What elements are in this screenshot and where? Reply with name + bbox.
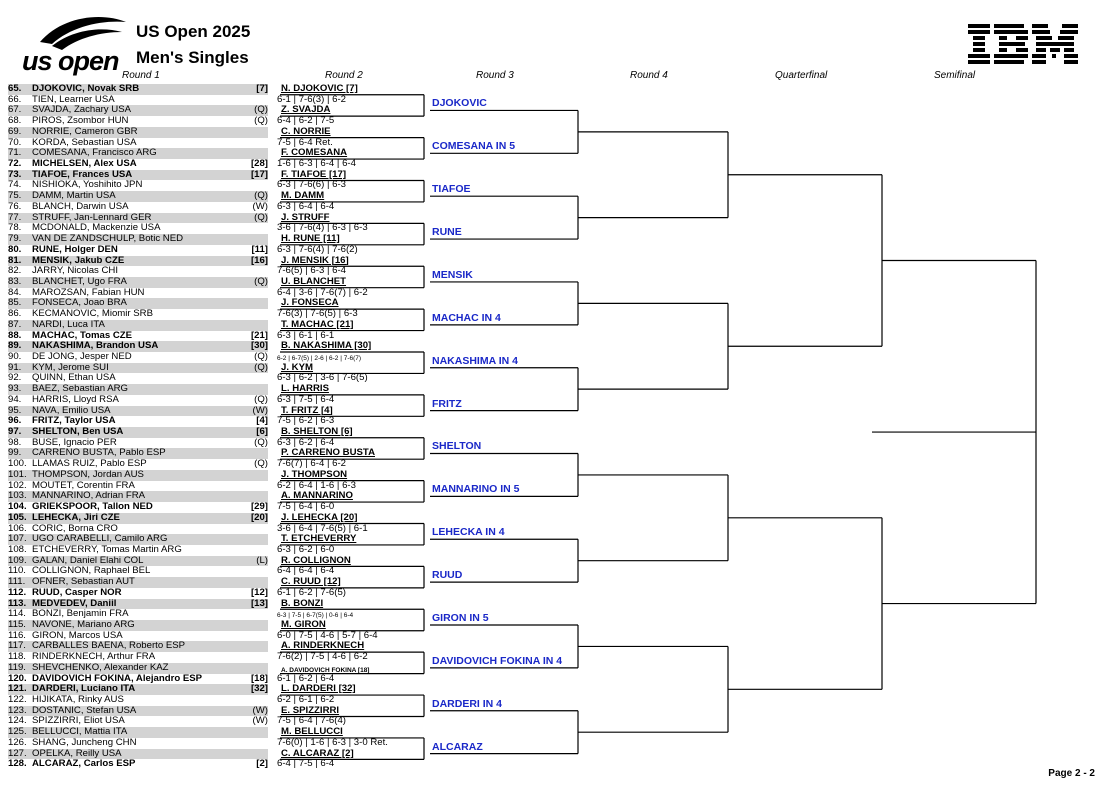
draw-number: 79. bbox=[8, 233, 22, 245]
player-name: KECMANOVIC, Miomir SRB bbox=[32, 308, 153, 320]
round3-winner: LEHECKA IN 4 bbox=[432, 526, 505, 539]
round2-winner: J. STRUFF bbox=[281, 211, 330, 223]
player-seed: [30] bbox=[250, 340, 268, 352]
player-name: MCDONALD, Mackenzie USA bbox=[32, 222, 161, 234]
round2-winner: B. NAKASHIMA [30] bbox=[281, 340, 372, 352]
draw-number: 121. bbox=[8, 683, 27, 695]
player-seed: [7] bbox=[256, 83, 268, 94]
draw-number: 103. bbox=[8, 490, 27, 502]
round2-score: 6-3 | 6-2 | 6-4 bbox=[277, 436, 335, 448]
round2-winner: L. HARRIS bbox=[281, 383, 329, 395]
draw-number: 72. bbox=[8, 158, 22, 170]
player-seed: (W) bbox=[252, 704, 268, 716]
player-name: NAKASHIMA, Brandon USA bbox=[32, 340, 159, 352]
player-name: MANNARINO, Adrian FRA bbox=[32, 490, 146, 502]
player-name: DE JONG, Jesper NED bbox=[32, 351, 132, 362]
draw-number: 105. bbox=[8, 511, 27, 523]
player-seed: [4] bbox=[256, 415, 268, 427]
round3-winner: DARDERI IN 4 bbox=[432, 697, 503, 710]
player-seed: (Q) bbox=[254, 458, 268, 470]
round2-winner: T. ETCHEVERRY bbox=[281, 533, 357, 545]
table-row bbox=[0, 759, 425, 770]
player-name: NARDI, Luca ITA bbox=[32, 318, 105, 330]
round-header-3: Round 3 bbox=[476, 70, 514, 81]
round2-score: 6-3 | 7-6(4) | 7-6(2) bbox=[277, 243, 358, 255]
draw-number: 87. bbox=[8, 318, 22, 330]
round2-score: 6-4 | 3-6 | 7-6(7) | 6-2 bbox=[277, 286, 368, 298]
player-seed: [17] bbox=[250, 168, 268, 180]
player-name: MICHELSEN, Alex USA bbox=[32, 158, 137, 170]
table-row bbox=[0, 395, 425, 406]
player-name: RUUD, Casper NOR bbox=[32, 586, 122, 598]
draw-number: 107. bbox=[8, 533, 27, 545]
player-name: MACHAC, Tomas CZE bbox=[32, 329, 133, 341]
player-name: KORDA, Sebastian USA bbox=[32, 136, 137, 148]
round2-score: 7-6(2) | 7-5 | 4-6 | 6-2 bbox=[277, 651, 368, 663]
draw-number: 69. bbox=[8, 125, 22, 137]
table-row bbox=[0, 127, 425, 138]
draw-number: 124. bbox=[8, 715, 27, 727]
round2-score: 3-6 | 6-4 | 7-6(5) | 6-1 bbox=[277, 522, 368, 534]
round2-score: 7-6(3) | 7-6(5) | 6-3 bbox=[277, 308, 358, 320]
player-name: GALAN, Daniel Elahi COL bbox=[32, 554, 144, 566]
player-name: OPELKA, Reilly USA bbox=[32, 747, 122, 759]
player-name: COLLIGNON, Raphael BEL bbox=[32, 565, 151, 577]
player-name: BELLUCCI, Mattia ITA bbox=[32, 726, 128, 738]
round2-winner: E. SPIZZIRRI bbox=[281, 704, 340, 716]
round3-winner: ALCARAZ bbox=[432, 740, 483, 753]
round3-winner: COMESANA IN 5 bbox=[432, 140, 516, 153]
player-name: DOSTANIC, Stefan USA bbox=[32, 704, 137, 716]
player-seed: (W) bbox=[252, 200, 268, 212]
player-name: SHELTON, Ben USA bbox=[32, 426, 124, 438]
player-name: NORRIE, Cameron GBR bbox=[32, 125, 138, 137]
draw-number: 84. bbox=[8, 286, 22, 298]
player-name: STRUFF, Jan-Lennard GER bbox=[32, 211, 152, 223]
round2-winner: B. BONZI bbox=[281, 597, 324, 609]
round2-score: 6-4 | 6-2 | 7-5 bbox=[277, 115, 335, 127]
draw-number: 76. bbox=[8, 200, 22, 212]
draw-number: 98. bbox=[8, 436, 22, 448]
round2-score: 7-6(0) | 1-6 | 6-3 | 3-0 Ret. bbox=[277, 736, 388, 748]
table-row bbox=[0, 470, 425, 481]
player-name: THOMPSON, Jordan AUS bbox=[32, 468, 144, 480]
round2-score: 6-3 | 6-2 | 6-0 bbox=[277, 543, 335, 555]
draw-number: 101. bbox=[8, 468, 27, 480]
draw-number: 108. bbox=[8, 543, 27, 555]
player-name: BONZI, Benjamin FRA bbox=[32, 608, 129, 620]
draw-number: 85. bbox=[8, 297, 22, 309]
round2-score: 3-6 | 7-6(4) | 6-3 | 6-3 bbox=[277, 222, 368, 234]
draw-number: 127. bbox=[8, 747, 27, 759]
round2-score: 7-5 | 6-4 Ret. bbox=[277, 136, 333, 148]
player-name: OFNER, Sebastian AUT bbox=[32, 576, 135, 588]
player-name: DAMM, Martin USA bbox=[32, 190, 116, 202]
round2-winner: J. THOMPSON bbox=[281, 468, 348, 480]
draw-number: 82. bbox=[8, 265, 22, 277]
round3-winner: SHELTON bbox=[432, 440, 482, 453]
draw-number: 94. bbox=[8, 393, 22, 405]
draw-number: 99. bbox=[8, 447, 22, 459]
player-name: RUNE, Holger DEN bbox=[32, 243, 118, 255]
round2-winner: M. BELLUCCI bbox=[281, 726, 343, 738]
round2-score: 7-6(7) | 6-4 | 6-2 bbox=[277, 458, 346, 470]
round2-winner: U. BLANCHET bbox=[281, 275, 347, 287]
draw-number: 89. bbox=[8, 340, 22, 352]
draw-number: 73. bbox=[8, 168, 22, 180]
draw-number: 75. bbox=[8, 190, 22, 202]
draw-number: 128. bbox=[8, 758, 27, 770]
table-row bbox=[0, 245, 425, 256]
draw-number: 104. bbox=[8, 501, 27, 513]
draw-number: 92. bbox=[8, 372, 22, 384]
draw-number: 81. bbox=[8, 254, 22, 266]
round2-winner: T. MACHAC [21] bbox=[281, 318, 354, 330]
player-name: BLANCHET, Ugo FRA bbox=[32, 275, 127, 287]
player-seed: (Q) bbox=[254, 361, 268, 373]
round2-winner: C. RUUD [12] bbox=[281, 576, 341, 588]
player-name: GIRON, Marcos USA bbox=[32, 629, 123, 641]
draw-number: 113. bbox=[8, 597, 27, 609]
draw-number: 65. bbox=[8, 83, 22, 94]
draw-number: 120. bbox=[8, 672, 27, 684]
round2-score: 6-2 | 6-1 | 6-2 bbox=[277, 694, 335, 706]
player-seed: (Q) bbox=[254, 351, 268, 362]
player-seed: [20] bbox=[250, 511, 268, 523]
player-name: ALCARAZ, Carlos ESP bbox=[32, 758, 136, 770]
draw-number: 93. bbox=[8, 383, 22, 395]
round2-score: 1-6 | 6-3 | 6-4 | 6-4 bbox=[277, 158, 356, 170]
player-name: FONSECA, Joao BRA bbox=[32, 297, 127, 309]
draw-number: 111. bbox=[8, 576, 26, 588]
player-name: SHANG, Juncheng CHN bbox=[32, 736, 137, 748]
round-header-qf: Quarterfinal bbox=[775, 70, 828, 81]
table-row bbox=[0, 588, 425, 599]
player-seed: [29] bbox=[250, 501, 268, 513]
player-name: BLANCH, Darwin USA bbox=[32, 200, 129, 212]
player-seed: (W) bbox=[252, 715, 268, 727]
draw-number: 115. bbox=[8, 619, 26, 630]
draw-number: 74. bbox=[8, 179, 22, 191]
draw-number: 80. bbox=[8, 243, 22, 255]
player-seed: (Q) bbox=[254, 211, 268, 223]
player-name: LEHECKA, Jiri CZE bbox=[32, 511, 120, 523]
round2-winner: B. SHELTON [6] bbox=[281, 426, 353, 438]
round2-winner: N. DJOKOVIC [7] bbox=[281, 83, 358, 94]
player-name: NISHIOKA, Yoshihito JPN bbox=[32, 179, 143, 191]
round2-winner: T. FRITZ [4] bbox=[281, 404, 333, 416]
round3-winner: DJOKOVIC bbox=[432, 97, 487, 110]
draw-number: 95. bbox=[8, 404, 22, 416]
round2-winner: H. RUNE [11] bbox=[281, 233, 340, 245]
player-name: SVAJDA, Zachary USA bbox=[32, 104, 131, 116]
player-name: TIEN, Learner USA bbox=[32, 93, 115, 105]
draw-number: 109. bbox=[8, 554, 27, 566]
round-header-sf: Semifinal bbox=[934, 70, 976, 81]
draw-number: 77. bbox=[8, 211, 22, 223]
table-row bbox=[0, 513, 425, 524]
round3-winner: MENSIK bbox=[432, 268, 473, 281]
page-title: US Open 2025 bbox=[136, 22, 251, 41]
player-seed: (Q) bbox=[254, 190, 268, 202]
round2-score: 7-6(5) | 6-3 | 6-4 bbox=[277, 265, 346, 277]
round3-winner: NAKASHIMA IN 4 bbox=[432, 354, 518, 367]
player-seed: [12] bbox=[250, 586, 268, 598]
player-seed: (Q) bbox=[254, 115, 268, 127]
round2-winner: A. DAVIDOVICH FOKINA [18] bbox=[281, 666, 370, 674]
round3-winner: RUUD bbox=[432, 569, 463, 582]
draw-number: 86. bbox=[8, 308, 22, 320]
draw-number: 119. bbox=[8, 661, 26, 673]
page-subtitle: Men's Singles bbox=[136, 48, 249, 67]
round-header-2: Round 2 bbox=[325, 70, 363, 81]
player-seed: [13] bbox=[250, 597, 268, 609]
draw-number: 122. bbox=[8, 694, 27, 706]
player-name: VAN DE ZANDSCHULP, Botic NED bbox=[32, 233, 184, 245]
round3-winner: MANNARINO IN 5 bbox=[432, 483, 520, 496]
round2-winner: C. ALCARAZ [2] bbox=[281, 747, 354, 759]
player-seed: [16] bbox=[250, 254, 268, 266]
round3-winner: RUNE bbox=[432, 226, 462, 239]
round2-winner: J. LEHECKA [20] bbox=[281, 511, 358, 523]
round2-score: 6-1 | 6-2 | 6-4 bbox=[277, 672, 335, 684]
draw-number: 91. bbox=[8, 361, 22, 373]
player-seed: (W) bbox=[252, 404, 268, 416]
round2-score: 6-1 | 6-2 | 7-6(5) bbox=[277, 586, 346, 598]
draw-number: 100. bbox=[8, 458, 27, 470]
draw-number: 125. bbox=[8, 726, 27, 738]
player-seed: (L) bbox=[256, 554, 268, 566]
draw-number: 110. bbox=[8, 565, 26, 577]
player-seed: [11] bbox=[251, 243, 268, 255]
round2-winner: A. RINDERKNECH bbox=[281, 640, 365, 652]
round-header-4: Round 4 bbox=[630, 70, 668, 81]
player-name: LLAMAS RUIZ, Pablo ESP bbox=[32, 458, 147, 470]
round2-score: 7-5 | 6-4 | 6-0 bbox=[277, 501, 335, 513]
round2-score: 6-1 | 7-6(3) | 6-2 bbox=[277, 93, 346, 105]
draw-number: 88. bbox=[8, 329, 22, 341]
round3-winner: GIRON IN 5 bbox=[432, 612, 489, 624]
round2-score: 6-3 | 7-5 | 6-4 bbox=[277, 393, 335, 405]
player-seed: (Q) bbox=[254, 393, 268, 405]
draw-number: 71. bbox=[8, 147, 22, 159]
round2-winner: M. DAMM bbox=[281, 190, 325, 202]
round3-winner: TIAFOE bbox=[432, 183, 471, 196]
draw-number: 90. bbox=[8, 351, 22, 362]
round2-winner: J. KYM bbox=[281, 361, 313, 373]
player-name: RINDERKNECH, Arthur FRA bbox=[32, 651, 156, 663]
player-name: PIROS, Zsombor HUN bbox=[32, 115, 129, 127]
player-seed: (Q) bbox=[254, 436, 268, 448]
draw-number: 112. bbox=[8, 586, 27, 598]
draw-number: 116. bbox=[8, 629, 26, 641]
player-name: BAEZ, Sebastian ARG bbox=[32, 383, 128, 395]
draw-number: 118. bbox=[8, 651, 26, 663]
player-name: BUSE, Ignacio PER bbox=[32, 436, 117, 448]
round2-score: 6-2 | 6-4 | 1-6 | 6-3 bbox=[277, 479, 356, 491]
round3-winner: DAVIDOVICH FOKINA IN 4 bbox=[432, 654, 563, 667]
round2-winner: F. COMESANA bbox=[281, 147, 348, 159]
round2-score: 7-5 | 6-4 | 7-6(4) bbox=[277, 715, 346, 727]
round2-score: 6-4 | 6-4 | 6-4 bbox=[277, 565, 335, 577]
player-name: MOUTET, Corentin FRA bbox=[32, 479, 135, 491]
draw-number: 117. bbox=[8, 640, 26, 652]
round2-winner: F. TIAFOE [17] bbox=[281, 168, 347, 180]
round2-winner: C. NORRIE bbox=[281, 125, 331, 137]
round3-winner: FRITZ bbox=[432, 397, 462, 410]
draw-number: 67. bbox=[8, 104, 22, 116]
player-name: DARDERI, Luciano ITA bbox=[32, 683, 136, 695]
player-seed: [6] bbox=[256, 426, 268, 438]
round2-score: 6-3 | 7-6(6) | 6-3 bbox=[277, 179, 346, 191]
player-name: MAROZSAN, Fabian HUN bbox=[32, 286, 145, 298]
logo-wordmark: us open bbox=[22, 46, 119, 76]
draw-number: 102. bbox=[8, 479, 27, 491]
player-name: SPIZZIRRI, Eliot USA bbox=[32, 715, 125, 727]
round2-score: 7-5 | 6-2 | 6-3 bbox=[277, 415, 335, 427]
player-name: CARBALLES BAENA, Roberto ESP bbox=[32, 640, 186, 652]
draw-number: 70. bbox=[8, 136, 22, 148]
player-name: GRIEKSPOOR, Tallon NED bbox=[32, 501, 153, 513]
round-header-1: Round 1 bbox=[122, 70, 160, 81]
player-name: QUINN, Ethan USA bbox=[32, 372, 116, 384]
player-name: HARRIS, Lloyd RSA bbox=[32, 393, 119, 405]
draw-number: 68. bbox=[8, 115, 22, 127]
draw-number: 97. bbox=[8, 426, 22, 438]
round2-score: 6-2 | 6-7(5) | 2-6 | 6-2 | 7-6(7) bbox=[277, 355, 362, 362]
player-name: HIJIKATA, Rinky AUS bbox=[32, 694, 124, 706]
draw-number: 114. bbox=[8, 608, 26, 620]
round2-score: 6-0 | 7-5 | 4-6 | 5-7 | 6-4 bbox=[277, 629, 378, 641]
page-number: Page 2 - 2 bbox=[1048, 768, 1095, 779]
draw-number: 123. bbox=[8, 704, 27, 716]
player-name: SHEVCHENKO, Alexander KAZ bbox=[32, 661, 169, 673]
round2-score: 6-4 | 7-5 | 6-4 bbox=[277, 758, 335, 770]
round2-winner: R. COLLIGNON bbox=[281, 554, 351, 566]
player-name: UGO CARABELLI, Camilo ARG bbox=[32, 533, 168, 545]
player-seed: [28] bbox=[250, 158, 268, 170]
player-name: TIAFOE, Frances USA bbox=[32, 168, 133, 180]
player-name: MEDVEDEV, Daniil bbox=[32, 597, 117, 609]
player-seed: [21] bbox=[250, 329, 268, 341]
player-name: CARRENO BUSTA, Pablo ESP bbox=[32, 447, 166, 459]
player-seed: (Q) bbox=[254, 275, 268, 287]
player-seed: [32] bbox=[250, 683, 268, 695]
player-name: COMESANA, Francisco ARG bbox=[32, 147, 157, 159]
player-name: KYM, Jerome SUI bbox=[32, 361, 109, 373]
round2-winner: A. MANNARINO bbox=[281, 490, 353, 502]
player-name: NAVA, Emilio USA bbox=[32, 404, 111, 416]
player-name: CORIC, Borna CRO bbox=[32, 522, 118, 534]
ibm-logo bbox=[968, 24, 1080, 66]
round2-score: 6-3 | 6-1 | 6-1 bbox=[277, 329, 335, 341]
table-row bbox=[0, 320, 425, 331]
player-name: NAVONE, Mariano ARG bbox=[32, 619, 135, 630]
draw-number: 66. bbox=[8, 93, 22, 105]
draw-number: 126. bbox=[8, 736, 27, 748]
draw-number: 96. bbox=[8, 415, 22, 427]
draw-number: 83. bbox=[8, 275, 22, 287]
round2-winner: Z. SVAJDA bbox=[281, 104, 331, 116]
player-name: ETCHEVERRY, Tomas Martin ARG bbox=[32, 543, 182, 555]
player-name: MENSIK, Jakub CZE bbox=[32, 254, 125, 266]
player-name: JARRY, Nicolas CHI bbox=[32, 265, 119, 277]
round2-score: 6-3 | 7-5 | 6-7(5) | 0-6 | 6-4 bbox=[277, 612, 354, 620]
player-seed: [2] bbox=[256, 758, 268, 770]
round2-score: 6-3 | 6-2 | 3-6 | 7-6(5) bbox=[277, 372, 368, 384]
draw-number: 106. bbox=[8, 522, 27, 534]
round2-winner: J. MENSIK [16] bbox=[281, 254, 349, 266]
draw-number: 78. bbox=[8, 222, 22, 234]
player-name: DAVIDOVICH FOKINA, Alejandro ESP bbox=[32, 672, 203, 684]
round3-winner: MACHAC IN 4 bbox=[432, 311, 501, 324]
player-seed: (Q) bbox=[254, 104, 268, 116]
table-row bbox=[0, 202, 425, 213]
round2-winner: J. FONSECA bbox=[281, 297, 339, 309]
player-name: DJOKOVIC, Novak SRB bbox=[32, 83, 140, 94]
round2-score: 6-3 | 6-4 | 6-4 bbox=[277, 200, 335, 212]
round2-winner: L. DARDERI [32] bbox=[281, 683, 356, 695]
player-name: FRITZ, Taylor USA bbox=[32, 415, 116, 427]
round2-winner: M. GIRON bbox=[281, 619, 326, 630]
player-seed: [18] bbox=[250, 672, 268, 684]
round2-winner: P. CARRENO BUSTA bbox=[281, 447, 375, 459]
